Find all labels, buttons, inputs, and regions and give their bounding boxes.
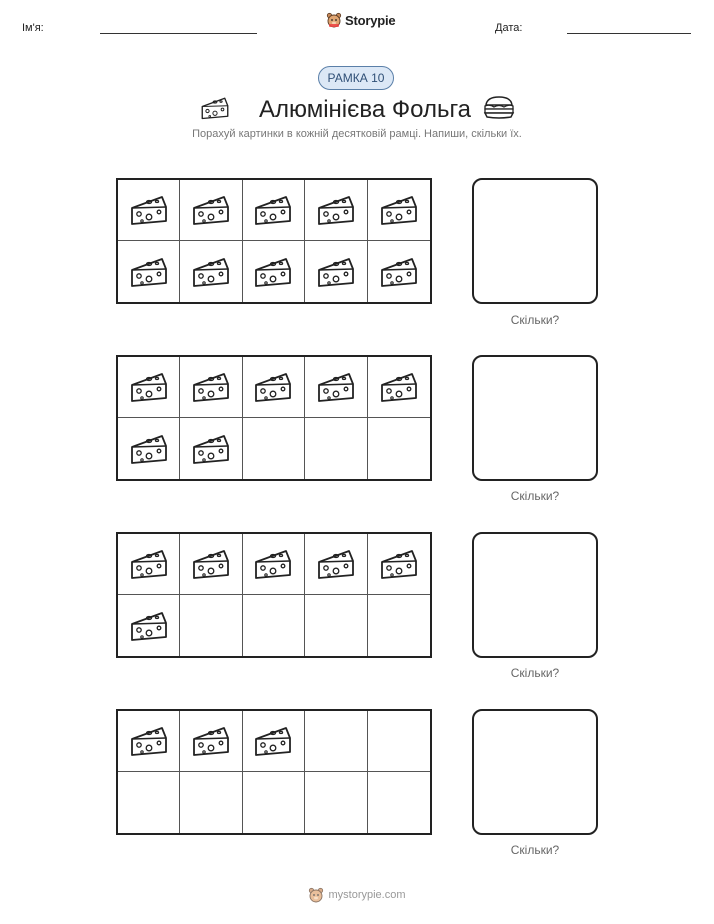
frame-cell [180,534,242,595]
cheese-icon [253,255,293,289]
cheese-icon [253,370,293,404]
date-line[interactable] [567,33,691,34]
frame-cell [305,772,367,833]
frame-cell [243,241,305,302]
frame-cell [180,595,242,656]
cheese-icon [379,370,419,404]
name-line[interactable] [100,33,257,34]
frame-cell [243,595,305,656]
frame-cell [368,534,430,595]
storypie-bear-icon [326,12,342,28]
brand-name: Storypie [345,12,396,28]
frame-badge: РАМКА 10 [318,66,394,90]
frame-cell [305,418,367,479]
cheese-icon [316,547,356,581]
how-many-label-2: Скільки? [510,489,560,503]
cheese-icon [191,255,231,289]
brand-logo [326,12,395,28]
ten-frame-4 [116,709,432,835]
frame-cell [243,357,305,418]
cheese-icon [379,255,419,289]
cheese-icon [191,724,231,758]
footer-url: mystorypie.com [328,889,406,901]
cheese-icon [253,724,293,758]
frame-cell [243,711,305,772]
answer-box-1[interactable] [472,178,598,304]
frame-cell [368,241,430,302]
frame-cell [118,418,180,479]
frame-cell [305,241,367,302]
storypie-bear-icon [308,887,324,903]
how-many-label-3: Скільки? [510,666,560,680]
frame-cell [368,711,430,772]
footer [0,887,714,903]
frame-cell [305,357,367,418]
frame-cell [118,241,180,302]
cheese-icon [129,432,169,466]
frame-cell [180,772,242,833]
frame-cell [368,418,430,479]
cheese-icon [129,255,169,289]
page-title: Алюмінієва Фольга [258,96,472,123]
name-label: Ім'я: [22,22,44,34]
frame-cell [243,418,305,479]
instructions: Порахуй картинки в кожній десятковій рамці. Напиши, скільки їх. [192,128,522,140]
frame-cell [368,180,430,241]
frame-cell [180,357,242,418]
frame-cell [180,241,242,302]
cheese-icon [253,547,293,581]
ten-frame-2 [116,355,432,481]
date-label: Дата: [495,22,523,34]
cheese-icon [129,193,169,227]
frame-cell [118,772,180,833]
answer-box-4[interactable] [472,709,598,835]
cheese-icon [191,547,231,581]
frame-cell [368,595,430,656]
frame-cell [305,595,367,656]
frame-cell [243,180,305,241]
frame-cell [305,711,367,772]
frame-cell [243,772,305,833]
sandwich-icon [482,94,516,122]
frame-cell [118,180,180,241]
frame-cell [118,357,180,418]
cheese-icon [379,193,419,227]
cheese-icon [191,370,231,404]
frame-cell [180,711,242,772]
cheese-icon [129,609,169,643]
how-many-label-1: Скільки? [510,313,560,327]
frame-cell [118,534,180,595]
ten-frame-1 [116,178,432,304]
how-many-label-4: Скільки? [510,843,560,857]
cheese-icon [129,547,169,581]
cheese-icon [316,255,356,289]
frame-cell [305,180,367,241]
frame-cell [243,534,305,595]
cheese-icon [253,193,293,227]
frame-cell [180,180,242,241]
cheese-icon [316,370,356,404]
frame-cell [305,534,367,595]
cheese-icon [379,547,419,581]
frame-cell [368,772,430,833]
cheese-icon [316,193,356,227]
answer-box-3[interactable] [472,532,598,658]
cheese-icon [191,193,231,227]
frame-cell [118,595,180,656]
cheese-icon [129,370,169,404]
frame-cell [118,711,180,772]
cheese-icon [129,724,169,758]
cheese-icon [191,432,231,466]
frame-cell [180,418,242,479]
ten-frame-3 [116,532,432,658]
frame-cell [368,357,430,418]
answer-box-2[interactable] [472,355,598,481]
